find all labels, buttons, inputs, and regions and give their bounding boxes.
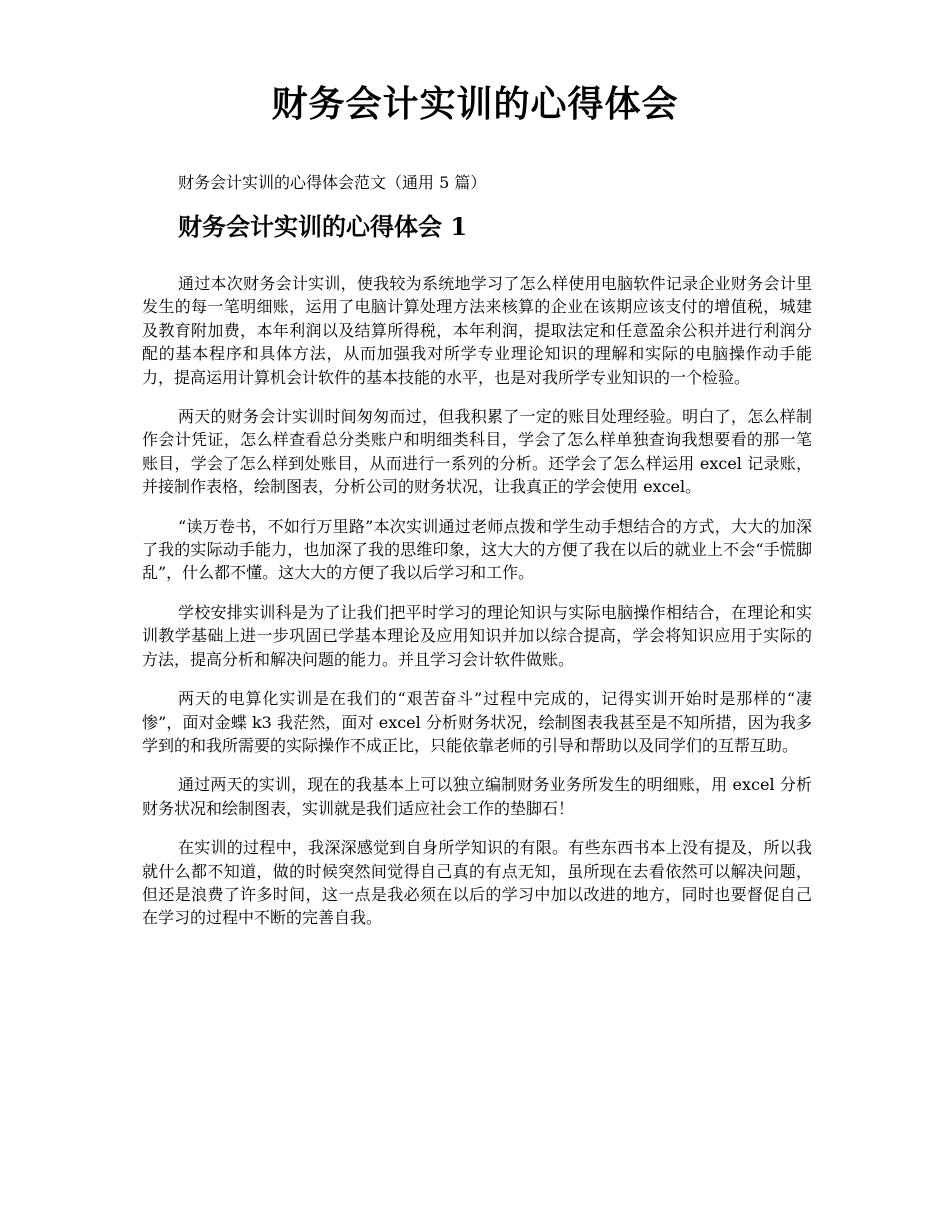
paragraph-2: 两天的财务会计实训时间匆匆而过，但我积累了一定的账目处理经验。明白了，怎么样制作会计凭证，怎么样查看总分类账户和明细类科目，学会了怎么样单独查询我想要看的那一笔账目，学会了怎么样到处账目，从而进行一系列的分析。还学会了怎么样运用 excel 记录账，并接制作表格，绘制图表，分析公司的财务状况，让我真正的学会使用 excel。 — [142, 407, 812, 497]
paragraph-4: 学校安排实训科是为了让我们把平时学习的理论知识与实际电脑操作相结合，在理论和实训教学基础上进一步巩固已学基本理论及应用知识并加以综合提高，学会将知识应用于实际的方法，提高分析和解决问题的能力。并且学习会计软件做账。 — [142, 602, 812, 669]
document-subtitle: 财务会计实训的心得体会范文（通用 5 篇） — [178, 173, 487, 192]
paragraph-5: 两天的电算化实训是在我们的“艰苦奋斗”过程中完成的，记得实训开始时是那样的“凄惨”，面对金蝶 k3 我茫然，面对 excel 分析财务状况，绘制图表我甚至是不知所措，因为我多学到的和我所需要的实际操作不成正比，只能依靠老师的引导和帮助以及同学们的互帮互助。 — [142, 689, 812, 755]
section-heading: 财务会计实训的心得体会 1 — [178, 212, 468, 241]
document-title: 财务会计实训的心得体会 — [271, 83, 679, 125]
paragraph-1: 通过本次财务会计实训，使我较为系统地学习了怎么样使用电脑软件记录企业财务会计里发生的每一笔明细账，运用了电脑计算处理方法来核算的企业在该期应该支付的增值税，城建及教育附加费，本年利润以及结算所得税，本年利润，提取法定和任意盈余公积并进行利润分配的基本程序和具体方法，从而加强我对所学专业理论知识的理解和实际的电脑操作动手能力，提高运用计算机会计软件的基本技能的水平，也是对我所学专业知识的一个检验。 — [142, 274, 812, 387]
paragraph-7: 在实训的过程中，我深深感觉到自身所学知识的有限。有些东西书本上没有提及，所以我就什么都不知道，做的时候突然间觉得自己真的有点无知，虽所现在去看依然可以解决问题，但还是浪费了许多时间，这一点是我必须在以后的学习中加以改进的地方，同时也要督促自己在学习的过程中不断的完善自我。 — [142, 838, 812, 928]
paragraph-6: 通过两天的实训，现在的我基本上可以独立编制财务业务所发生的明细账，用 excel 分析财务状况和绘制图表，实训就是我们适应社会工作的垫脚石！ — [142, 775, 812, 818]
paragraph-3: “读万卷书，不如行万里路”本次实训通过老师点拨和学生动手想结合的方式，大大的加深了我的实际动手能力，也加深了我的思维印象，这大大的方便了我在以后的就业上不会“手慌脚乱”，什么都不懂。这大大的方便了我以后学习和工作。 — [142, 516, 812, 583]
body-text — [142, 272, 812, 946]
